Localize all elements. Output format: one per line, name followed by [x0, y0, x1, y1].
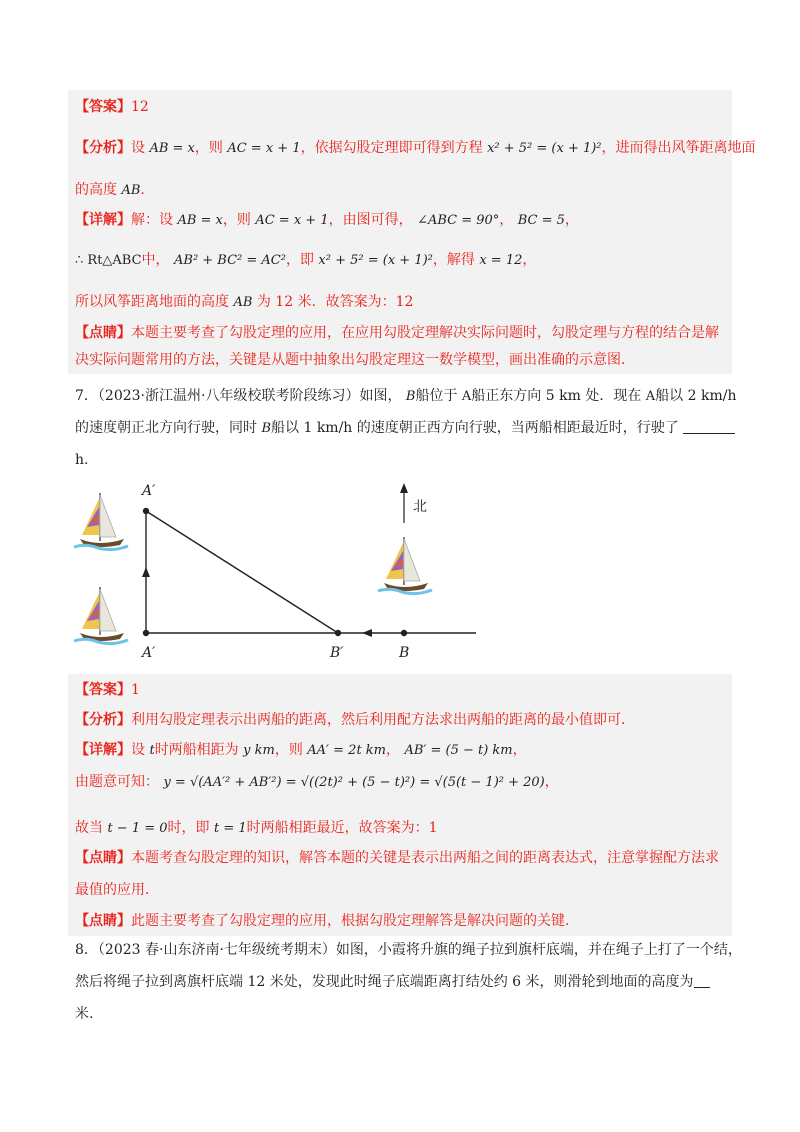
q7-result-line: 故当 t − 1 = 0时，即 t = 1时两船相距最近，故答案为：1 [75, 820, 438, 836]
answer-blank [683, 419, 735, 434]
q7-analysis-line: 【分析】利用勾股定理表示出两船的距离，然后利用配方法求出两船的距离的最小值即可． [75, 712, 635, 728]
label-a-bottom: A′ [142, 645, 156, 661]
point-a-top [143, 508, 149, 514]
point-b-prime [335, 630, 341, 636]
sailboat-top-left-icon [74, 493, 128, 550]
analysis-line-2: 的高度 AB. [75, 182, 145, 198]
q7-comment-line-2: 最值的应用． [75, 882, 159, 898]
detail-line-2: ∴ Rt△ABC中， AB² + BC² = AC²，即 x² + 5² = (x + 1)²，解得 x = 12， [75, 252, 537, 268]
label-b-prime: B′ [330, 645, 344, 661]
analysis-line: 【分析】设 AB = x，则 AC = x + 1，依据勾股定理即可得到方程 x² + 5² = (x + 1)²，进而得出风筝距离地面 [75, 140, 756, 156]
q7-comment-line: 【点睛】本题考查勾股定理的知识，解答本题的关键是表示出两船之间的距离表达式，注意掌握配方法求 [75, 850, 719, 866]
detail-line: 【详解】解：设 AB = x，则 AC = x + 1，由图可得， ∠ABC = 90°， BC = 5， [75, 212, 579, 228]
sailboat-right-icon [378, 537, 432, 594]
point-a-bottom [143, 630, 149, 636]
comment-line-2: 决实际问题常用的方法，关键是从题中抽象出勾股定理这一数学模型，画出准确的示意图． [75, 352, 635, 368]
up-arrow-icon [142, 567, 150, 577]
q8-stem-line-3: 米. [75, 1006, 94, 1022]
q7-stem-line-2: 的速度朝正北方向行驶，同时 B船以 1 km/h 的速度朝正西方向行驶，当两船相距最近时，行驶了 [75, 418, 735, 439]
q7-stem-line-1: 7．（2023·浙江温州·八年级校联考阶段练习）如图， B船位于 A船正东方向 5 km 处．现在 A船以 2 km/h [75, 388, 737, 404]
label-b: B [399, 645, 410, 661]
answer-line: 【答案】12 [75, 99, 149, 115]
answer-blank [694, 973, 710, 988]
comment-line: 【点睛】本题主要考查了勾股定理的应用，在应用勾股定理解决实际问题时，勾股定理与方程的结合是解 [75, 325, 719, 341]
q7-stem-line-3: h. [75, 452, 89, 468]
q8-stem-line-1: 8．（2023 春·山东济南·七年级统考期末）如图，小霞将升旗的绳子拉到旗杆底端，并在绳子上打了一个结， [75, 942, 742, 958]
q7-figure [0, 475, 800, 675]
q7-derive-line: 由题意可知： y = √(AA′² + AB′²) = √((2t)² + (5 − t)²) = √(5(t − 1)² + 20)， [75, 774, 559, 790]
conclusion-line: 所以风筝距离地面的高度 AB 为 12 米．故答案为：12 [75, 294, 414, 310]
sailboat-bottom-left-icon [74, 587, 128, 644]
label-north: 北 [413, 499, 427, 515]
label-a-top: A′ [142, 483, 156, 499]
q7-comment2-line: 【点睛】此题主要考查了勾股定理的应用，根据勾股定理解答是解决问题的关键． [75, 913, 579, 929]
point-b [401, 630, 407, 636]
north-arrow-icon [400, 483, 408, 493]
left-arrow-icon [362, 629, 372, 637]
hypotenuse-segment [146, 511, 338, 633]
q7-detail-line: 【详解】设 t时两船相距为 y km，则 AA′ = 2t km， AB′ = (5 − t) km， [75, 742, 527, 758]
q8-stem-line-2: 然后将绳子拉到离旗杆底端 12 米处，发现此时绳子底端距离打结处约 6 米，则滑轮到地面的高度为 [75, 972, 710, 992]
q7-answer-line: 【答案】1 [75, 682, 140, 698]
